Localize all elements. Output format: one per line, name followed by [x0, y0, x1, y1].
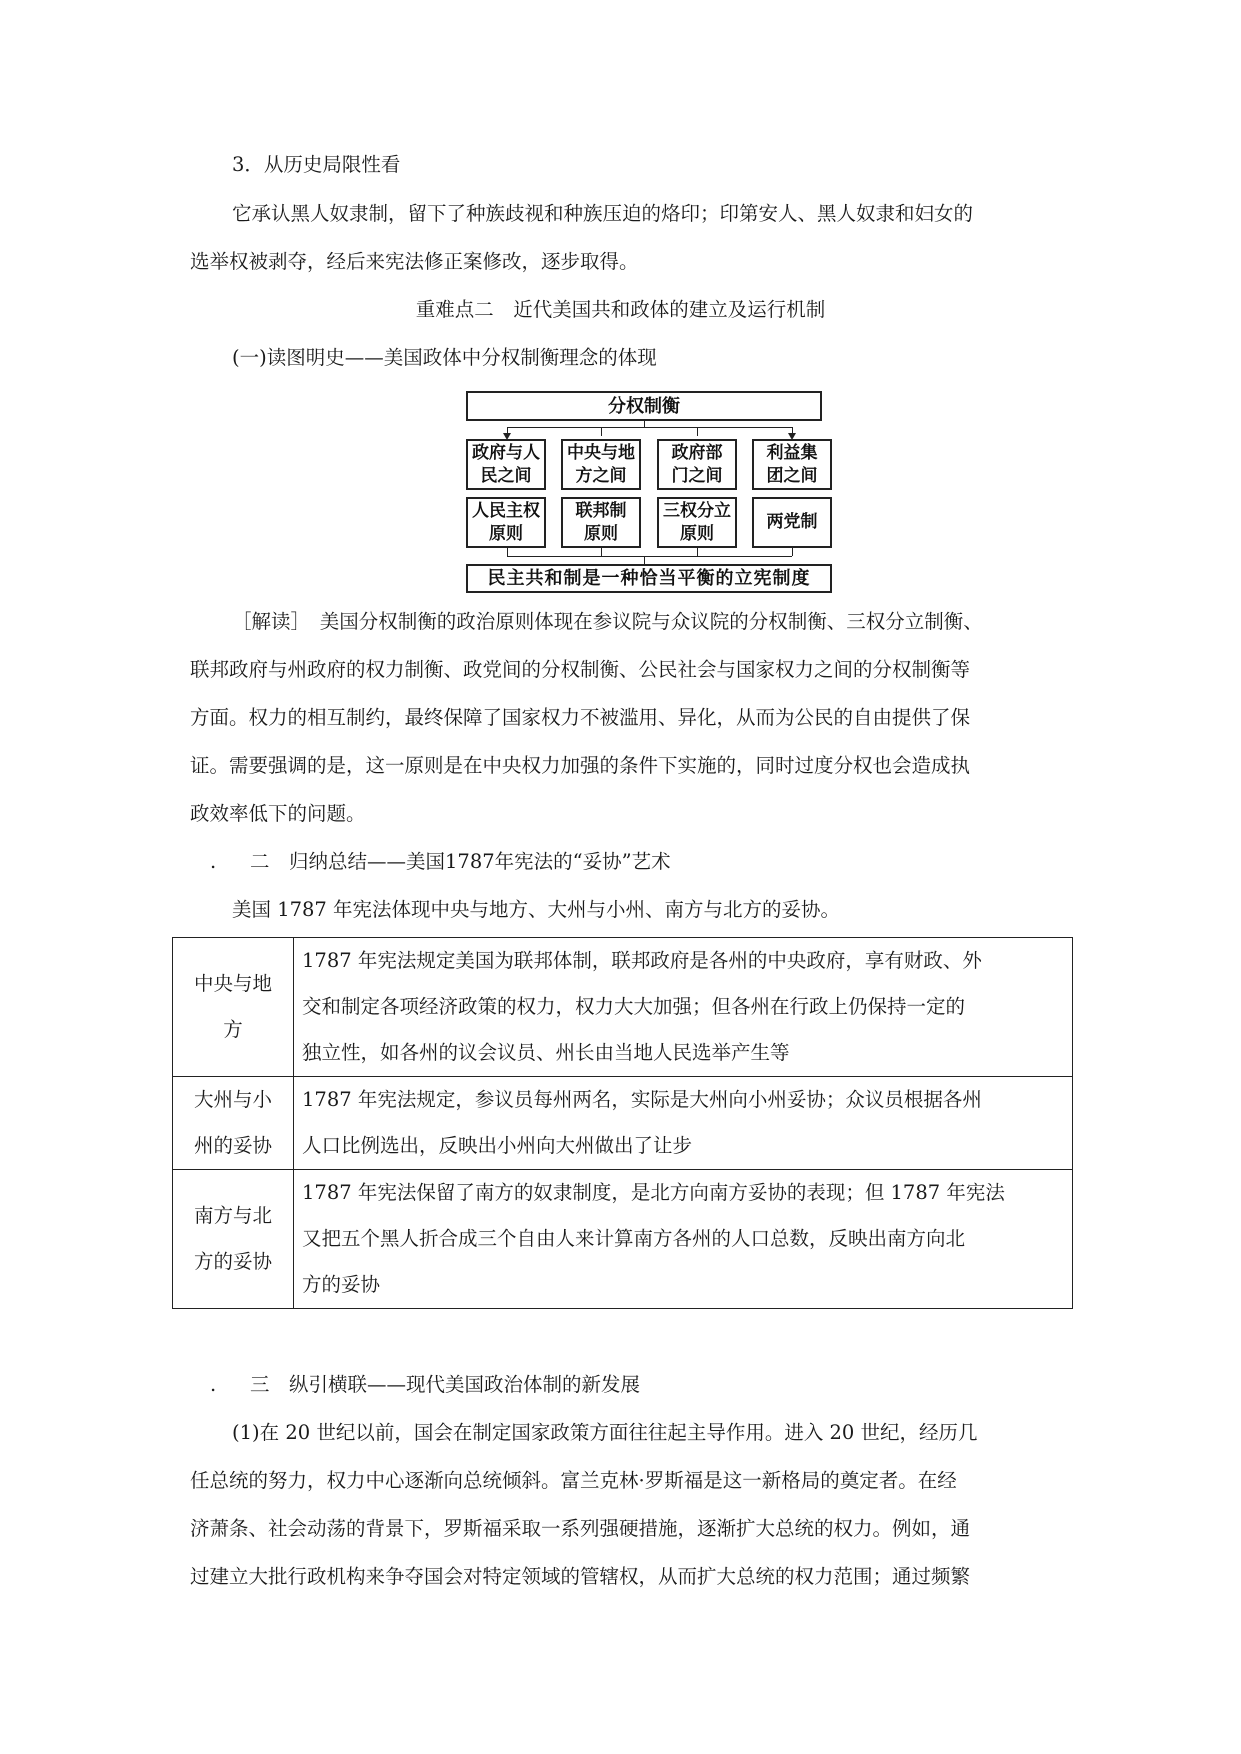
- diagram-upper-4-line-1: 利益集: [766, 442, 818, 463]
- diagram-lower-4-line-1: 两党制: [766, 512, 818, 532]
- interpretation-line-1: ［解读］ 美国分权制衡的政治原则体现在参议院与众议院的分权制衡、三权分立制衡、: [232, 610, 983, 633]
- row-1-text-line-3: 独立性，如各州的议会议员、州长由当地人民选举产生等: [302, 1041, 790, 1064]
- diagram-upper-box-3: [657, 439, 737, 490]
- diagram-upper-box-4: [752, 439, 832, 490]
- part3-line-2: 任总统的努力，权力中心逐渐向总统倾斜。富兰克林·罗斯福是这一新格局的奠定者。在经: [190, 1469, 957, 1492]
- diagram-lower-box-2: [561, 497, 641, 548]
- row-3-text-line-2: 又把五个黑人折合成三个自由人来计算南方各州的人口总数，反映出南方向北: [302, 1227, 966, 1250]
- part2-title: 二 归纳总结——美国1787年宪法的“妥协”艺术: [250, 850, 671, 873]
- interpretation-line-4: 证。需要强调的是，这一原则是在中央权力加强的条件下实施的，同时过度分权也会造成执: [190, 754, 971, 777]
- interpretation-line-3: 方面。权力的相互制约，最终保障了国家权力不被滥用、异化，从而为公民的自由提供了保: [190, 706, 971, 729]
- part3-line-1: (1)在 20 世纪以前，国会在制定国家政策方面往往起主导作用。进入 20 世纪，经历几: [232, 1421, 978, 1444]
- diagram-top-connector: [507, 427, 792, 428]
- table-row: [173, 1077, 1073, 1170]
- part3-heading: [210, 1373, 1080, 1397]
- table-text-cell: [294, 1170, 1073, 1309]
- diagram-lower-1-line-2: 原则: [489, 523, 523, 544]
- part1-title: (一)读图明史——美国政体中分权制衡理念的体现: [232, 346, 657, 369]
- diagram-upper-1-line-2: 民之间: [480, 465, 532, 486]
- table-row: [173, 938, 1073, 1077]
- key-point-title: 重难点二 近代美国共和政体的建立及运行机制: [415, 298, 826, 321]
- row-2-text-line-1: 1787 年宪法规定，参议员每州两名，实际是大州向小州妥协；众议员根据各州: [302, 1088, 982, 1111]
- table-text-cell: [294, 1077, 1073, 1170]
- diagram-upper-2-line-1: 中央与地: [567, 442, 635, 463]
- diagram-bottom-branch-1: [507, 548, 508, 556]
- diagram-upper-box-2: [561, 439, 641, 490]
- section3-line-1: 它承认黑人奴隶制，留下了种族歧视和种族压迫的烙印；印第安人、黑人奴隶和妇女的: [232, 202, 974, 225]
- row-3-key-line-2: 方的妥协: [193, 1250, 272, 1273]
- diagram-upper-4-line-2: 团之间: [766, 465, 818, 486]
- diagram-upper-3-line-2: 门之间: [671, 465, 723, 486]
- diagram-bottom-box: [466, 564, 832, 593]
- row-1-text-line-1: 1787 年宪法规定美国为联邦体制，联邦政府是各州的中央政府，享有财政、外: [302, 949, 982, 972]
- table-key-cell: [173, 1170, 294, 1309]
- diagram-upper-3-line-1: 政府部: [671, 442, 723, 463]
- row-3-key-line-1: 南方与北: [193, 1204, 272, 1227]
- part3-line-3: 济萧条、社会动荡的背景下，罗斯福采取一系列强硬措施，逐渐扩大总统的权力。例如，通: [190, 1517, 971, 1540]
- compromise-table: [172, 937, 1073, 1309]
- diagram-top-box: [466, 391, 822, 421]
- diagram-lower-box-3: [657, 497, 737, 548]
- diagram-bottom-branch-4: [792, 548, 793, 556]
- part3-marker: .: [210, 1373, 217, 1396]
- diagram-upper-box-1: [466, 439, 546, 490]
- diagram-branch-3: [697, 427, 698, 436]
- diagram-lower-2-line-2: 原则: [584, 523, 618, 544]
- section3-heading: 3．从历史局限性看: [232, 153, 401, 176]
- table-key-cell: [173, 938, 294, 1077]
- row-3-text-line-1: 1787 年宪法保留了南方的奴隶制度，是北方向南方妥协的表现；但 1787 年宪法: [302, 1181, 1005, 1204]
- row-2-key-line-1: 大州与小: [193, 1088, 272, 1111]
- diagram-upper-1-line-1: 政府与人: [472, 442, 540, 463]
- interpretation-line-2: 联邦政府与州政府的权力制衡、政党间的分权制衡、公民社会与国家权力之间的分权制衡等: [190, 658, 971, 681]
- diagram-bottom-label: 民主共和制是一种恰当平衡的立宪制度: [487, 568, 811, 589]
- row-3-text-line-3: 方的妥协: [302, 1273, 381, 1296]
- row-1-text-line-2: 交和制定各项经济政策的权力，权力大大加强；但各州在行政上仍保持一定的: [302, 995, 966, 1018]
- diagram-lower-box-4: [752, 497, 832, 548]
- diagram-bottom-stem: [644, 556, 645, 564]
- diagram-lower-1-line-1: 人民主权: [472, 500, 540, 521]
- row-2-text-line-2: 人口比例选出，反映出小州向大州做出了让步: [302, 1134, 693, 1157]
- part2-intro: 美国 1787 年宪法体现中央与地方、大州与小州、南方与北方的妥协。: [232, 898, 841, 921]
- diagram-bottom-branch-3: [697, 548, 698, 556]
- part3-title: 三 纵引横联——现代美国政治体制的新发展: [250, 1373, 641, 1396]
- diagram-branch-2: [601, 427, 602, 436]
- row-2-key-line-2: 州的妥协: [193, 1134, 272, 1157]
- diagram-lower-2-line-1: 联邦制: [575, 500, 627, 521]
- part3-line-4: 过建立大批行政机构来争夺国会对特定领域的管辖权，从而扩大总统的权力范围；通过频繁: [190, 1565, 971, 1588]
- row-1-key-line-1: 中央与地: [193, 972, 272, 995]
- diagram-top-label: 分权制衡: [608, 395, 680, 417]
- diagram-bottom-branch-2: [601, 548, 602, 556]
- diagram-lower-box-1: [466, 497, 546, 548]
- table-text-cell: [294, 938, 1073, 1077]
- row-1-key-line-2: 方: [223, 1018, 243, 1041]
- diagram-bottom-connector: [507, 556, 792, 557]
- part2-heading: [210, 850, 1080, 874]
- part2-marker: .: [210, 850, 217, 873]
- diagram-upper-2-line-2: 方之间: [575, 465, 627, 486]
- diagram-lower-3-line-2: 原则: [680, 523, 714, 544]
- section3-line-2: 选举权被剥夺，经后来宪法修正案修改，逐步取得。: [190, 250, 639, 273]
- table-row: [173, 1170, 1073, 1309]
- interpretation-line-5: 政效率低下的问题。: [190, 802, 366, 825]
- diagram-lower-3-line-1: 三权分立: [663, 500, 731, 521]
- table-key-cell: [173, 1077, 294, 1170]
- diagram-top-stem: [644, 421, 645, 427]
